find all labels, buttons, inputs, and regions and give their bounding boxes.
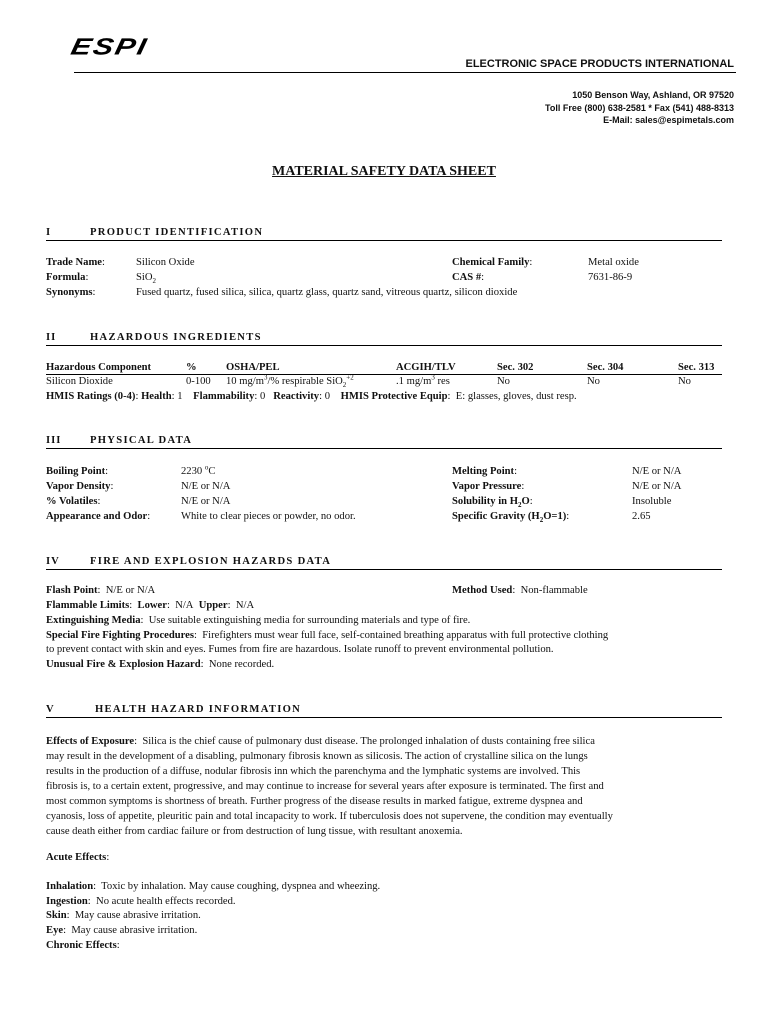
vapor-density-label: Vapor Density: xyxy=(46,481,114,492)
melting-point-value: N/E or N/A xyxy=(632,466,682,477)
ingredient-sec-313: No xyxy=(678,376,691,387)
skin-effect: Skin: May cause abrasive irritation. xyxy=(46,910,201,921)
special-procedures-line-2: to prevent contact with skin and eyes. Fumes from fire are hazardous. Isolate runoff to prevent environmental pollution. xyxy=(46,644,554,655)
header-rule xyxy=(74,72,736,73)
specific-gravity-label: Specific Gravity $(H_2O=1)$: xyxy=(452,511,570,525)
ingredient-sec-304: No xyxy=(587,376,600,387)
espi-logo: ESPI xyxy=(68,34,151,60)
section-2-title: HAZARDOUS INGREDIENTS xyxy=(90,332,262,343)
cas-value: 7631-86-9 xyxy=(588,272,633,283)
section-4-rule xyxy=(46,569,722,570)
ingredient-component: Silicon Dioxide xyxy=(46,376,113,387)
flash-point: Flash Point: N/E or N/A xyxy=(46,585,156,596)
unusual-hazard: Unusual Fire & Explosion Hazard: None recorded. xyxy=(46,659,275,670)
trade-name-value: Silicon Oxide xyxy=(136,257,195,268)
boiling-point-value: 2230 $^o$C xyxy=(181,463,216,477)
ingredient-acgih-tlv: .1 $mg/m^3$ res xyxy=(396,373,450,387)
effects-line: fibrosis is, to a certain extent, progressive, and may continue to increase for several years after exposure is terminated. The first and xyxy=(46,781,604,792)
vapor-pressure-value: N/E or N/A xyxy=(632,481,682,492)
section-5-title: HEALTH HAZARD INFORMATION xyxy=(95,704,302,715)
section-4-number: IV xyxy=(46,556,60,567)
acute-effects-label: Acute Effects: xyxy=(46,852,110,863)
effects-line: most common symptoms is shortness of breath. Further progress of the disease results in marked fatigue, extreme dyspnea and xyxy=(46,796,583,807)
col-acgih-tlv: ACGIH/TLV xyxy=(396,362,456,373)
melting-point-label: Melting Point: xyxy=(452,466,518,477)
solubility-label: Solubility in $H_2O$: xyxy=(452,496,533,510)
ingredient-sec-302: No xyxy=(497,376,510,387)
section-1-number: I xyxy=(46,227,52,238)
ingredient-osha-pel: 10 $mg/m^3/\%$ respirable SiO$_2^{+2}$ xyxy=(226,373,354,390)
boiling-point-label: Boiling Point: xyxy=(46,466,109,477)
col-osha-pel: OSHA/PEL xyxy=(226,362,280,373)
ingredient-percent: 0-100 xyxy=(186,376,211,387)
flammable-limits: Flammable Limits: Lower: N/A Upper: N/A xyxy=(46,600,255,611)
volatiles-label: % Volatiles: xyxy=(46,496,101,507)
trade-name-label: Trade Name: xyxy=(46,257,105,268)
company-phone: Toll Free (800) 638-2581 * Fax (541) 488-8313 xyxy=(545,103,734,113)
extinguishing-media: Extinguishing Media: Use suitable extinguishing media for surrounding materials and type of fire. xyxy=(46,615,471,626)
synonyms-value: Fused quartz, fused silica, silica, quartz glass, quartz sand, vitreous quartz, silicon dioxide xyxy=(136,287,518,298)
formula-label: Formula: xyxy=(46,272,89,283)
effects-line: cause death either from cardiac failure or from destruction of lung tissue, with resultant anoxemia. xyxy=(46,826,463,837)
effects-of-exposure xyxy=(46,734,726,839)
section-4-title: FIRE AND EXPLOSION HAZARDS DATA xyxy=(90,556,332,567)
cas-label: CAS #: xyxy=(452,272,485,283)
section-1-title: PRODUCT IDENTIFICATION xyxy=(90,227,264,238)
formula-value: SiO$_2$ xyxy=(136,272,156,286)
col-sec-302: Sec. 302 xyxy=(497,362,534,373)
company-address: 1050 Benson Way, Ashland, OR 97520 xyxy=(572,90,734,100)
document-title: MATERIAL SAFETY DATA SHEET xyxy=(272,164,496,179)
section-3-title: PHYSICAL DATA xyxy=(90,435,193,446)
solubility-value: Insoluble xyxy=(632,496,672,507)
col-hazardous-component: Hazardous Component xyxy=(46,362,152,373)
section-5-number: V xyxy=(46,704,55,715)
section-3-rule xyxy=(46,448,722,449)
specific-gravity-value: 2.65 xyxy=(632,511,651,522)
method-used: Method Used: Non-flammable xyxy=(452,585,588,596)
vapor-density-value: N/E or N/A xyxy=(181,481,231,492)
company-email: E-Mail: sales@espimetals.com xyxy=(603,115,734,125)
company-name: ELECTRONIC SPACE PRODUCTS INTERNATIONAL xyxy=(465,58,734,70)
ingredients-header-rule xyxy=(46,374,722,375)
chronic-effects-label: Chronic Effects: xyxy=(46,940,120,951)
section-2-number: II xyxy=(46,332,57,343)
section-1-rule xyxy=(46,240,722,241)
section-3-number: III xyxy=(46,435,62,446)
appearance-label: Appearance and Odor: xyxy=(46,511,151,522)
volatiles-value: N/E or N/A xyxy=(181,496,231,507)
effects-line: cyanosis, loss of appetite, pleuritic pain and total incapacity to work. If tuberculosis does not supervene, the condition may eventually xyxy=(46,811,613,822)
section-5-rule xyxy=(46,717,722,718)
effects-line: results in the production of a diffuse, nodular fibrosis inn which the parenchyma and the lymphatic systems are involved. This xyxy=(46,766,581,777)
special-procedures-line-1: Special Fire Fighting Procedures: Firefighters must wear full face, self-contained breathing apparatus with full protective clothing xyxy=(46,630,609,641)
inhalation-effect: Inhalation: Toxic by inhalation. May cause coughing, dyspnea and wheezing. xyxy=(46,881,381,892)
effects-line: Effects of Exposure: Silica is the chief cause of pulmonary dust disease. The prolonged inhalation of dusts containing free silica xyxy=(46,736,595,747)
synonyms-label: Synonyms: xyxy=(46,287,96,298)
vapor-pressure-label: Vapor Pressure: xyxy=(452,481,525,492)
col-sec-304: Sec. 304 xyxy=(587,362,624,373)
eye-effect: Eye: May cause abrasive irritation. xyxy=(46,925,198,936)
appearance-value: White to clear pieces or powder, no odor. xyxy=(181,511,356,522)
section-2-rule xyxy=(46,345,722,346)
chemical-family-label: Chemical Family: xyxy=(452,257,533,268)
ingestion-effect: Ingestion: No acute health effects recorded. xyxy=(46,896,236,907)
hmis-ratings: HMIS Ratings (0-4): Health: 1 Flammability: 0 Reactivity: 0 HMIS Protective Equip: E: glasses, gloves, dust resp. xyxy=(46,391,577,402)
effects-line: may result in the development of a disabling, pulmonary fibrosis known as silicosis. The action of crystalline silica on the lungs xyxy=(46,751,588,762)
col-percent: % xyxy=(186,362,197,373)
col-sec-313: Sec. 313 xyxy=(678,362,715,373)
chemical-family-value: Metal oxide xyxy=(588,257,639,268)
